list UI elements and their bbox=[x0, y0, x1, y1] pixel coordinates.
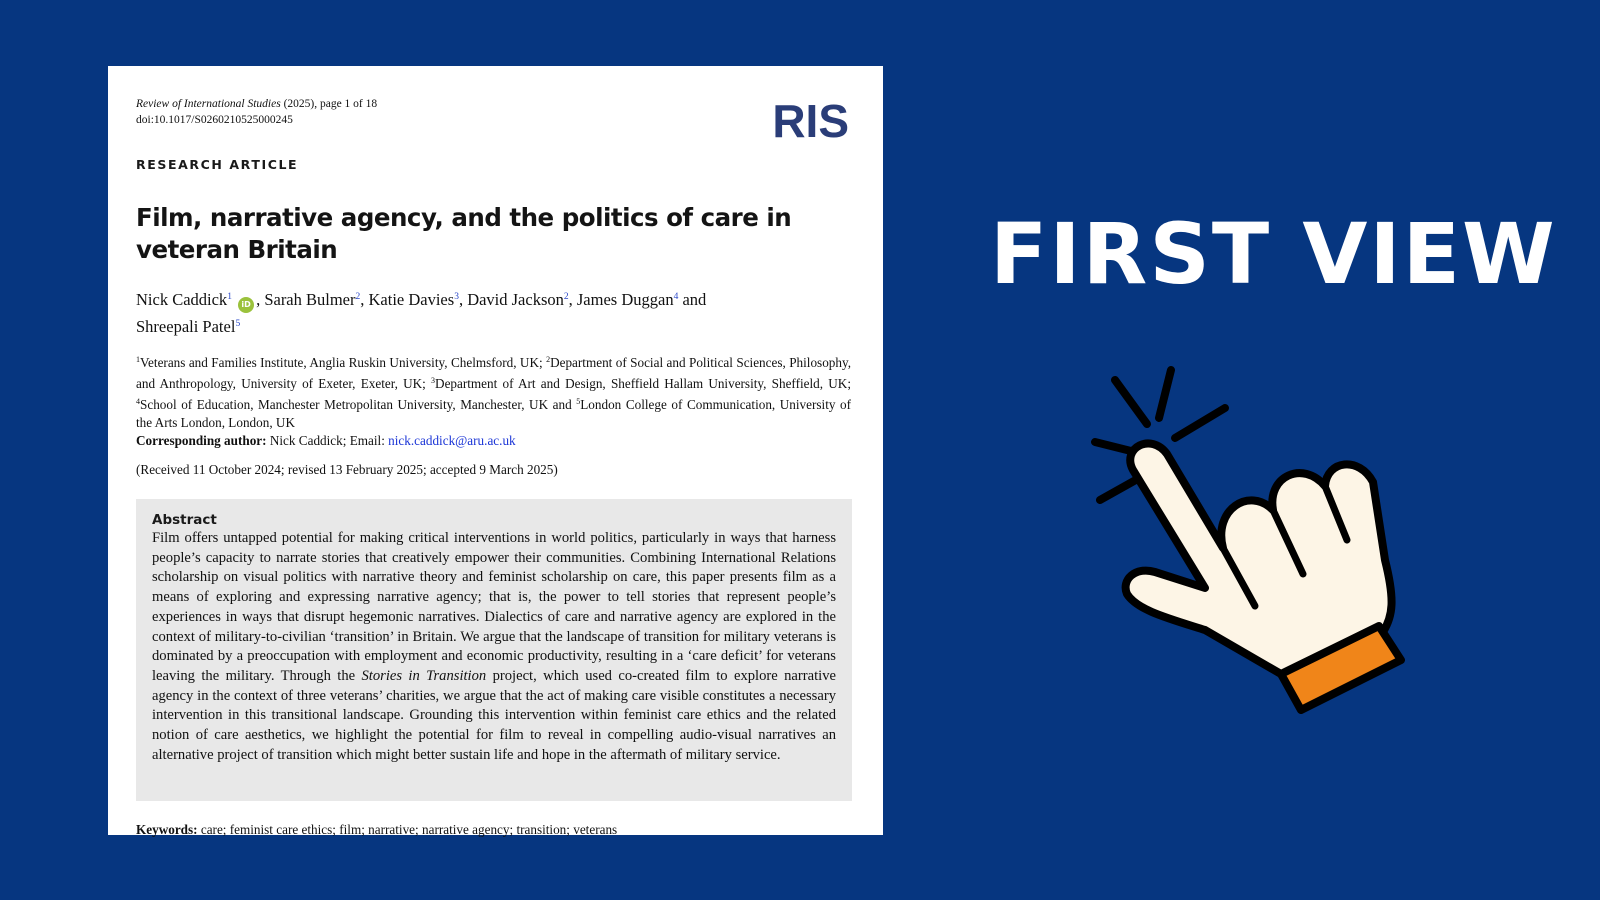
first-view-headline: FIRST VIEW bbox=[990, 205, 1557, 303]
doi: doi:10.1017/S0260210525000245 bbox=[136, 114, 293, 126]
author-affil-sup: 4 bbox=[673, 292, 679, 302]
author-affil-sup: 5 bbox=[235, 319, 241, 329]
submission-dates: (Received 11 October 2024; revised 13 February 2025; accepted 9 March 2025) bbox=[136, 462, 558, 477]
abstract-text: Film offers untapped potential for making critical interventions in world politics, particularly in ways that harness people’s capacity to narrate stories that creatively empower their communities. Combining International Relations scholarship on visual politics with narrative theory and feminist scholarship on care, this paper presents film as a means of exploring and expressing narrative agency; that is, the power to tell stories that represent people’s experiences in ways that disrupt hegemonic narratives. Dialectics of care and narrative agency are explored in the context of military-to-civilian ‘transition’ in Britain. We argue that the landscape of transition for military veterans is dominated by a preoccupation with employment and economic productivity, resulting in a ‘care deficit’ for veterans leaving the military. Through the Stories in Transition project, which used co-created film to explore narrative agency in the context of three veterans’ charities, we argue that the act of making care visible constitutes a necessary intervention in this transitional landscape. Grounding this intervention within feminist care ethics and the related notion of care aesthetics, we highlight the potential for film to reveal in compelling audio-visual narratives an alternative project of transition which might better sustain life and hope in the aftermath of military service. bbox=[152, 530, 836, 763]
email-link[interactable]: nick.caddick@aru.ac.uk bbox=[388, 433, 516, 448]
author-affil-sup: 1 bbox=[227, 292, 232, 302]
pointing-hand-click-icon bbox=[1055, 360, 1435, 740]
article-type-label: RESEARCH ARTICLE bbox=[136, 157, 299, 172]
author-affil-sup: 2 bbox=[563, 292, 569, 302]
abstract-heading: Abstract bbox=[152, 512, 217, 528]
keywords: Keywords: care; feminist care ethics; film; narrative; narrative agency; transition; veterans bbox=[136, 822, 618, 837]
author-name: David Jackson bbox=[467, 290, 564, 309]
article-first-page bbox=[108, 66, 883, 835]
corresponding-author: Corresponding author: Nick Caddick; Email: nick.caddick@aru.ac.uk bbox=[136, 433, 516, 448]
journal-citation bbox=[136, 96, 849, 128]
journal-name: Review of International Studies bbox=[136, 98, 281, 110]
journal-info: (2025), page 1 of 18 bbox=[280, 98, 378, 110]
author-name: Sarah Bulmer bbox=[264, 290, 356, 309]
paper-header bbox=[136, 96, 849, 148]
author-name: Nick Caddick bbox=[136, 290, 228, 309]
abstract-box bbox=[136, 499, 852, 801]
author-affil-sup: 3 bbox=[454, 292, 459, 302]
author-name: James Duggan bbox=[576, 290, 674, 309]
author-name: Katie Davies bbox=[368, 290, 455, 309]
orcid-icon[interactable]: iD bbox=[238, 297, 254, 313]
author-list: Nick Caddick$^1$ iD , Sarah Bulmer$^2$, Katie Davies$^3$, David Jackson$^2$, James Duggan$^4$ and Shreepali Patel$^5$ bbox=[136, 290, 707, 336]
article-title: Film, narrative agency, and the politics of care in veteran Britain bbox=[136, 203, 792, 264]
affiliations: $^1$Veterans and Families Institute, Anglia Ruskin University, Chelmsford, UK; $^2$Department of Social and Political Sciences, Philosophy, and Anthropology, University of Exeter, Exeter, UK; $^3$Department of Art and Design, Sheffield Hallam University, Sheffield, UK; $^4$School of Education, Manchester Metropolitan University, Manchester, UK and $^5$London College of Communication, University of the Arts London, London, UK bbox=[136, 355, 852, 430]
author-affil-sup: 2 bbox=[355, 292, 361, 302]
author-name: Shreepali Patel bbox=[136, 317, 236, 336]
ris-logo: RIS bbox=[772, 95, 849, 147]
